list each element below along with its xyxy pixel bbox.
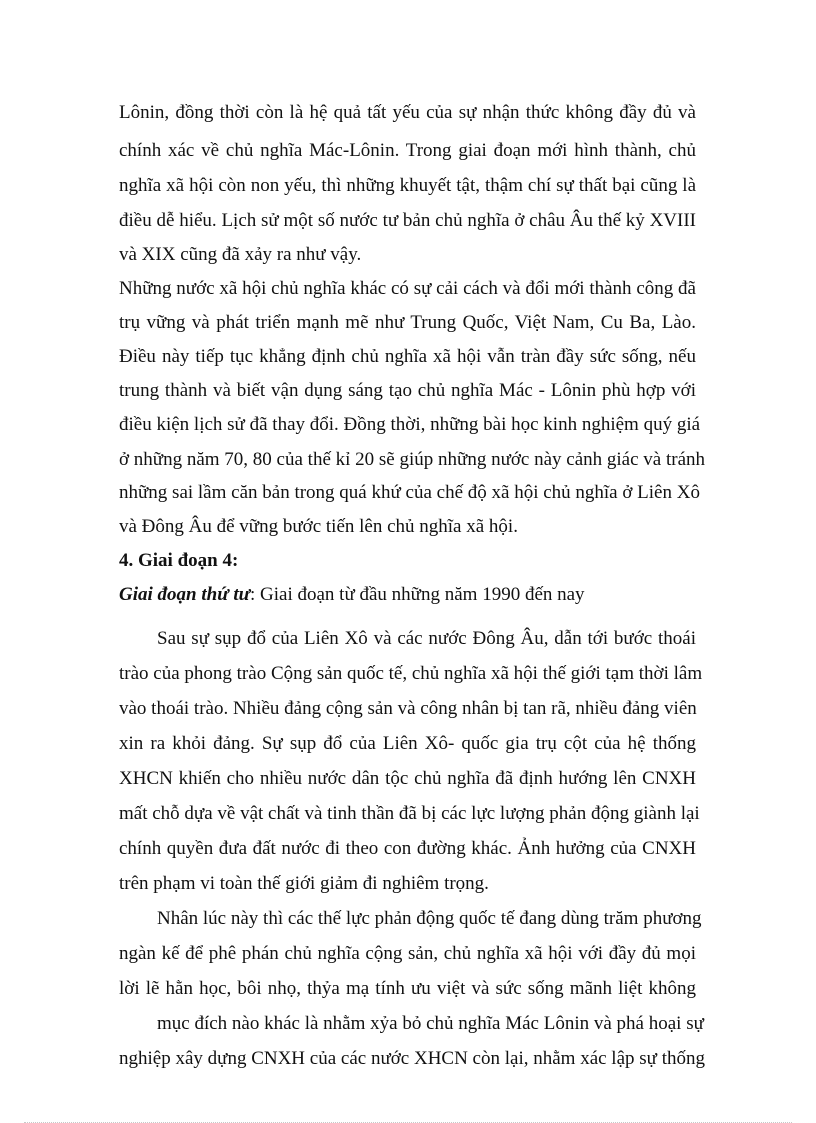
- paragraph-3-line-6: mất chỗ dựa về vật chất và tinh thần đã bị các lực lượng phản động giành lại: [119, 803, 700, 824]
- paragraph-3-line-2: trào của phong trào Cộng sản quốc tế, chủ nghĩa xã hội thế giới tạm thời lâm: [119, 663, 703, 684]
- paragraph-1-line-2: chính xác về chủ nghĩa Mác-Lônin. Trong giai đoạn mới hình thành, chủ: [119, 140, 696, 161]
- paragraph-2-line-1: Những nước xã hội chủ nghĩa khác có sự cải cách và đổi mới thành công đã: [119, 278, 696, 299]
- paragraph-2-line-7: những sai lầm căn bản trong quá khứ của chế độ xã hội chủ nghĩa ở Liên Xô: [119, 482, 700, 503]
- paragraph-2-line-8: và Đông Âu để vững bước tiến lên chủ nghĩa xã hội.: [119, 516, 518, 537]
- paragraph-3-line-7: chính quyền đưa đất nước đi theo con đường khác. Ảnh hưởng của CNXH: [119, 838, 696, 859]
- paragraph-1-line-5: và XIX cũng đã xảy ra như vậy.: [119, 244, 362, 265]
- paragraph-4-line-2: ngàn kế để phê phán chủ nghĩa cộng sản, chủ nghĩa xã hội với đầy đủ mọi: [119, 943, 696, 964]
- paragraph-2-line-2: trụ vững và phát triển mạnh mẽ như Trung Quốc, Việt Nam, Cu Ba, Lào.: [119, 312, 696, 333]
- paragraph-1-line-1: Lônin, đồng thời còn là hệ quả tất yếu của sự nhận thức không đầy đủ và: [119, 102, 696, 123]
- stage-line: [119, 584, 696, 606]
- stage-text: : Giai đoạn từ đầu những năm 1990 đến nay: [250, 584, 585, 605]
- paragraph-5-line-2: nghiệp xây dựng CNXH của các nước XHCN còn lại, nhằm xác lập sự thống: [119, 1048, 705, 1069]
- stage-label: Giai đoạn thứ tư: [119, 584, 250, 605]
- paragraph-1-line-3: nghĩa xã hội còn non yếu, thì những khuyết tật, thậm chí sự thất bại cũng là: [119, 175, 696, 196]
- paragraph-3-line-5: XHCN khiến cho nhiều nước dân tộc chủ nghĩa đã định hướng lên CNXH: [119, 768, 696, 789]
- paragraph-5-line-1: mục đích nào khác là nhằm xỷa bỏ chủ nghĩa Mác Lônin và phá hoại sự: [157, 1013, 704, 1034]
- paragraph-4-line-1: Nhân lúc này thì các thế lực phản động quốc tế đang dùng trăm phương: [157, 908, 702, 929]
- paragraph-2-line-5: điều kiện lịch sử đã thay đổi. Đồng thời, những bài học kinh nghiệm quý giá: [119, 414, 701, 435]
- paragraph-3-line-3: vào thoái trào. Nhiều đảng cộng sản và công nhân bị tan rã, nhiều đảng viên: [119, 698, 697, 719]
- section-heading: 4. Giai đoạn 4:: [119, 550, 239, 571]
- paragraph-2-line-3: Điều này tiếp tục khẳng định chủ nghĩa xã hội vẫn tràn đầy sức sống, nếu: [119, 346, 696, 367]
- paragraph-3-line-4: xin ra khỏi đảng. Sự sụp đổ của Liên Xô- quốc gia trụ cột của hệ thống: [119, 733, 696, 754]
- paragraph-2-line-6: ở những năm 70, 80 của thế kỉ 20 sẽ giúp những nước này cảnh giác và tránh: [119, 449, 706, 470]
- paragraph-2-line-4: trung thành và biết vận dụng sáng tạo chủ nghĩa Mác - Lônin phù hợp với: [119, 380, 696, 401]
- paragraph-3-line-8: trên phạm vi toàn thế giới giảm đi nghiêm trọng.: [119, 873, 489, 894]
- paragraph-1-line-4: điều dễ hiểu. Lịch sử một số nước tư bản chủ nghĩa ở châu Âu thế kỷ XVIII: [119, 210, 696, 231]
- paragraph-4-line-3: lời lẽ hằn học, bôi nhọ, thỷa mạ tính ưu việt và sức sống mãnh liệt không: [119, 978, 696, 999]
- paragraph-3-line-1: Sau sự sụp đổ của Liên Xô và các nước Đông Âu, dẫn tới bước thoái: [157, 628, 696, 649]
